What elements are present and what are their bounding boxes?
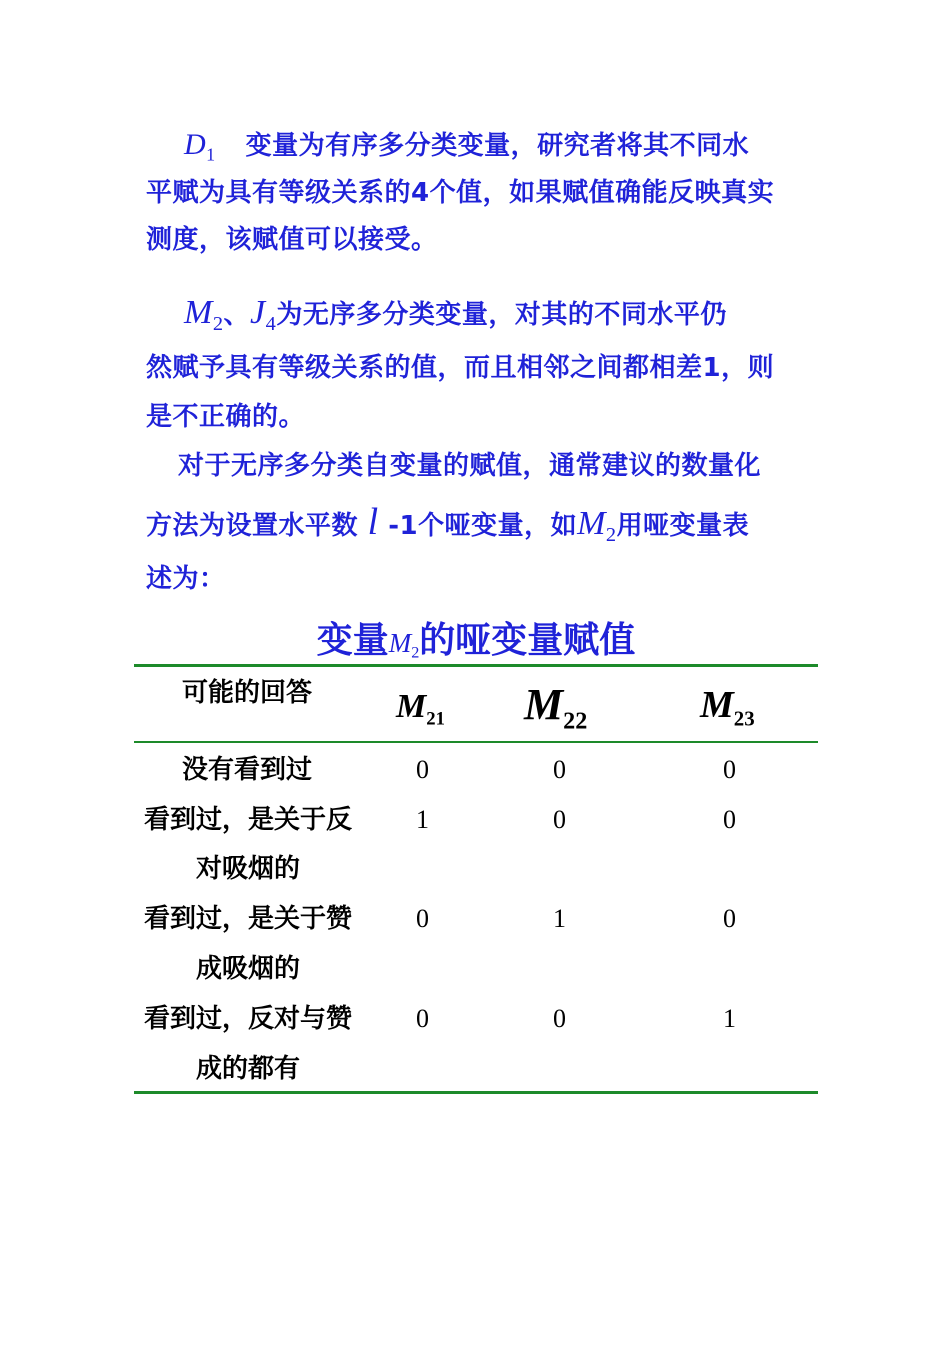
cell-m22: 0 [553,755,566,784]
row-response-line-2: 对吸烟的 [196,854,301,884]
row-response: 没有看到过 [182,755,313,785]
paragraph-3 [146,443,816,600]
paragraph-1 [146,121,816,264]
cell-m23: 0 [723,904,736,933]
variable-m2-inline: $M_2$ [577,505,617,547]
paragraph-3-line-1: 对于无序多分类自变量的赋值，通常建议的数量化 [178,451,762,481]
row-response-line-1: 看到过，是关于反 [144,805,353,835]
cell-m22: 0 [553,805,566,834]
paragraph-1-line-2: 平赋为具有等级关系的4个值，如果赋值确能反映真实 [146,178,775,208]
cell-m22: 0 [553,1004,566,1033]
variable-j4: $J_4$ [250,294,277,336]
table-top-rule [134,664,818,667]
title-variable-m2: $M_2$ [388,628,420,662]
row-response-line-2: 成的都有 [196,1054,301,1084]
row-response-line-1: 看到过，是关于赞 [144,904,353,934]
paragraph-3-line-2: 方法为设置水平数 l -1个哑变量，如$M_2$用哑变量表 [146,501,750,547]
paragraph-2 [146,286,816,439]
variable-l: l [367,501,379,543]
paragraph-2-line-1: $M_2$、$J_4$为无序多分类变量，对其的不同水平仍 [184,294,727,336]
variable-m2: $M_2$ [184,294,224,336]
paragraph-2-line-3: 是不正确的。 [146,402,306,432]
table-title: 变量$M_2$的哑变量赋值 [316,620,636,662]
table-header-rule [134,741,818,743]
paragraph-1-line-1: $D_1$ 变量为有序多分类变量，研究者将其不同水 [184,128,750,165]
header-m21: $M_{21}$ [396,688,445,730]
row-response-line-1: 看到过，反对与赞 [144,1004,353,1034]
header-m23: $M_{23}$ [700,684,755,731]
cell-m21: 0 [416,755,429,784]
cell-m23: 0 [723,805,736,834]
header-response: 可能的回答 [182,678,313,708]
paragraph-3-line-3: 述为： [146,564,226,594]
cell-m23: 1 [723,1004,736,1033]
paragraph-2-line-2: 然赋予具有等级关系的值，而且相邻之间都相差1，则 [146,353,775,383]
cell-m22: 1 [553,904,566,933]
cell-m23: 0 [723,755,736,784]
cell-m21: 0 [416,1004,429,1033]
paragraph-1-line-3: 测度，该赋值可以接受。 [146,225,438,255]
cell-m21: 1 [416,805,429,834]
header-m22: $M_{22}$ [524,680,588,735]
cell-m21: 0 [416,904,429,933]
variable-d1: $D_1$ [184,128,216,165]
row-response-line-2: 成吸烟的 [196,954,301,984]
